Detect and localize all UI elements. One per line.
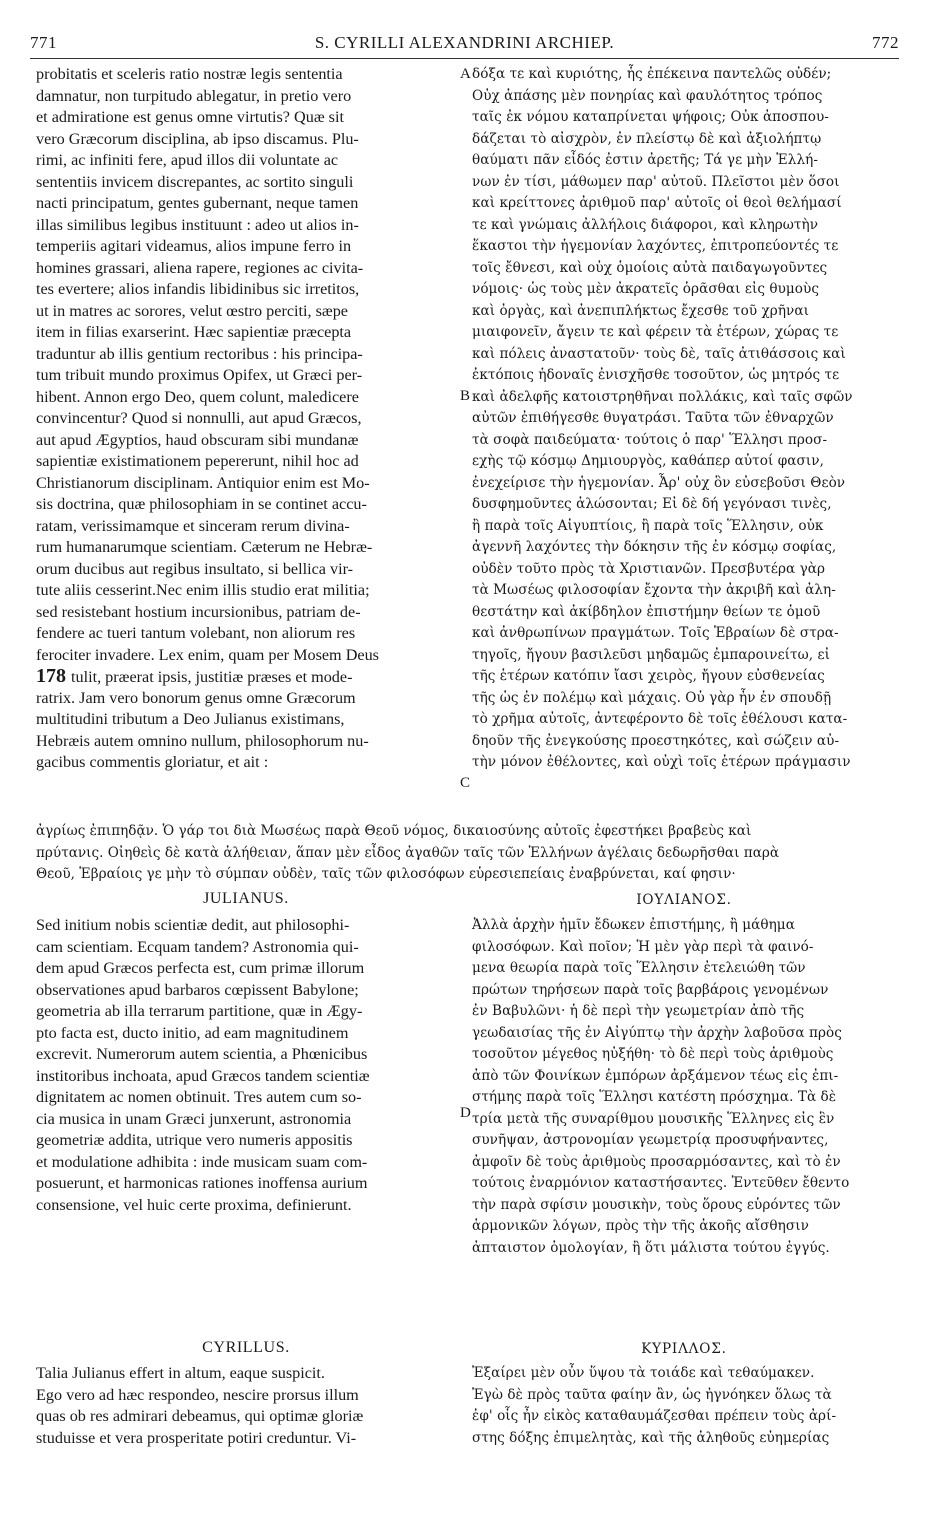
page-number-right: 772 <box>872 33 899 52</box>
latin-line: damnatur, non turpitudo ablegatur, in pretio vero <box>36 86 352 105</box>
greek-line: πρώτων τηρήσεων παρὰ τοῖς βαρβάροις γενομένων <box>472 981 829 998</box>
latin-line: gacibus commentis gloriatur, et ait : <box>36 753 269 771</box>
latin-line: 178 tulit, præerat ipsis, justitiæ præses et mode- <box>36 665 353 687</box>
latin-line: aut apud Ægyptios, haud obscuram sibi mundanæ <box>36 430 359 449</box>
greek-line: οὐδὲν τοῦτο πρὸς τὰ Χριστιανῶν. Πρεσβυτέρα γὰρ <box>472 560 826 577</box>
greek-line: ἢ παρὰ τοῖς Αἰγυπτίοις, ἢ παρὰ τοῖς Ἕλλησιν, οὐκ <box>472 517 824 534</box>
greek-line: ταῖς ἐκ νόμου καταπρίνεται ψήφοις; Οὐκ ἀποσπου- <box>472 109 829 125</box>
latin-line: multitudini tributum a Deo Julianus existimans, <box>36 710 345 728</box>
margin-marker-a: A <box>460 66 471 82</box>
greek-line: ἐνεχείρισε τὴν ἡγεμονίαν. Ἆρ' οὐχ ὃν εὐσεβοῦσι Θεὸν <box>472 474 846 491</box>
greek-line: τοῖς ἔθνεσι, καὶ οὐχ ὁμοίοις αὐτὰ παιδαγωγοῦντες <box>472 259 828 276</box>
greek-column-section-1 <box>472 64 896 774</box>
greek-line: δυσφημοῦντες ἁλώσονται; Εἰ δὲ δή γεγόνασι τινὲς, <box>472 496 832 512</box>
latin-line: ratrix. Jam vero bonorum genus omne Græcorum <box>36 688 356 707</box>
latin-line: geometria ab illa terrarum partitione, quæ in Ægy- <box>36 1002 363 1020</box>
greek-line: θαύματι πᾶν εἶδός ἐστιν ἀρετῆς; Τά γε μὴν Ἑλλή- <box>472 152 818 168</box>
margin-number: 178 <box>36 665 71 687</box>
latin-line: posuerunt, et harmonicas rationes inoffensa aurium <box>36 1174 368 1192</box>
latin-column-section-2 <box>36 915 456 1216</box>
margin-marker-c: C <box>460 775 471 791</box>
latin-line: fendere ac tueri tantum volebant, non aliorum res <box>36 624 356 642</box>
greek-line: πρύτανις. Οἰηθεὶς δὲ κατὰ ἀλήθειαν, ἅπαν μὲν εἶδος ἀγαθῶν ταῖς τῶν Ἑλλήνων ἀγέλαις δεδωρῆσθαι παρὰ <box>36 844 780 861</box>
latin-line: observationes apud barbaros cœpissent Babylone; <box>36 980 359 999</box>
latin-line: Talia Julianus effert in altum, eaque suspicit. <box>36 1364 325 1382</box>
heading-julianus: JULIANUS. <box>203 890 289 907</box>
greek-fullwidth-lines <box>36 821 896 886</box>
latin-line: tes evertere; alios infandis libidinibus sic irretitos, <box>36 280 360 298</box>
greek-line: δάζεται τὸ αἰσχρὸν, ἐν πλείστῳ δὲ καὶ ἀξιολήπτῳ <box>472 130 822 147</box>
latin-line: sed resistebant hostium incursionibus, patriam de- <box>36 602 361 621</box>
greek-line: θεστάτην καὶ ἀκίβδηλον ἐπιστήμην θείων τε ὁμοῦ <box>472 603 821 620</box>
latin-line: convincentur? Quod si nonnulli, aut apud Græcos, <box>36 409 362 427</box>
greek-line: δόξα τε καὶ κυριότης, ἧς ἐπέκεινα παντελῶς οὐδέν; <box>472 66 832 82</box>
greek-line: αὐτῶν ἐπιθήγεσθε θυγατράσι. Ταῦτα τῶν ἐθναρχῶν <box>472 410 834 426</box>
greek-line: μενα θεωρία παρὰ τοῖς Ἕλλησιν ἐτελειώθη τῶν <box>472 960 806 976</box>
greek-line: Θεοῦ, Ἑβραίοις γε μὴν τὸ σύμπαν οὐδὲν, ταῖς τῶν φιλοσόφων εὑρεσιεπείαις ἐναβρύνεται, καί φησιν· <box>36 866 736 882</box>
latin-line: homines grassari, aliena rapere, regiones ac civita- <box>36 258 364 277</box>
greek-line: μιαιφονεῖν, ἄγειν τε καὶ φέρειν τὰ ἑτέρων, χώρας τε <box>472 324 839 340</box>
greek-line: τρία μετὰ τῆς συναρίθμου μουσικῆς Ἕλληνες εἰς ἓν <box>472 1110 835 1127</box>
latin-line: sententiis invicem discrepantes, ac sortito singuli <box>36 172 354 191</box>
latin-line: Sed initium nobis scientiæ dedit, aut philosophi- <box>36 916 350 934</box>
latin-line: sapientiæ existimationem pepererunt, nihil hoc ad <box>36 452 359 470</box>
greek-line: Ἀλλὰ ἀρχὴν ἡμῖν ἔδωκεν ἐπιστήμης, ἢ μάθημα <box>472 917 795 933</box>
greek-line: Ἐξαίρει μὲν οὖν ὕψου τὰ τοιάδε καὶ τεθαύμακεν. <box>472 1365 815 1381</box>
greek-line: ἀπταιστον ὁμολογίαν, ἢ ὅτι μάλιστα τούτου ἐγγύς. <box>472 1239 830 1256</box>
greek-line: φιλοσόφων. Καὶ ποῖον; Ἡ μὲν γὰρ περὶ τὰ φαινό- <box>472 938 814 955</box>
latin-line: ratam, verissimamque et sinceram rerum divina- <box>36 516 350 535</box>
latin-line: Christianorum disciplinam. Antiquior enim est Mo- <box>36 473 370 492</box>
latin-line: orum ducibus aut regibus insultato, si bellica vir- <box>36 559 354 578</box>
greek-line: ἐκτόποις ἡδοναῖς ἐνισχῆσθε τοσοῦτον, ὡς μητρός τε <box>472 367 840 383</box>
greek-line: ἀγεννῆ λαχόντες τὴν δόκησιν τῆς ἐν κόσμῳ σοφίας, <box>472 539 837 555</box>
latin-line: hibent. Annon ergo Deo, quem colunt, maledicere <box>36 387 359 406</box>
latin-column-section-1 <box>36 64 456 774</box>
latin-line: nacti principatum, gentes gubernant, neque tamen <box>36 194 359 212</box>
latin-line: studuisse et vera prosperitate potiri creduntur. Vi- <box>36 1428 357 1447</box>
latin-line: cam scientiam. Ecquam tandem? Astronomia qui- <box>36 937 359 956</box>
greek-line: Οὐχ ἁπάσης μὲν πονηρίας καὶ φαυλότητος τρόπος <box>472 87 823 104</box>
latin-line: item in filias exarserint. Hæc sapientiæ præcepta <box>36 323 352 341</box>
running-header <box>30 33 899 57</box>
latin-line: pto facta est, ducto initio, ad eam magnitudinem <box>36 1023 349 1042</box>
latin-line: illas similibus legibus instituunt : adeo ut alios in- <box>36 215 359 234</box>
greek-line: στης δόξης ἐπιμελητὰς, καὶ τῆς ἀληθοῦς εὐημερίας <box>472 1429 830 1446</box>
greek-line: ἐφ' οἷς ἦν εἰκὸς καταθαυμάζεσθαι πρέπειν τοὺς ἀρί- <box>472 1408 837 1424</box>
latin-line: excrevit. Numerorum autem scientia, a Phœnicibus <box>36 1045 368 1063</box>
latin-line: probitatis et sceleris ratio nostræ legis sententia <box>36 65 343 83</box>
greek-line: Ἐγὼ δὲ πρὸς ταῦτα φαίην ἂν, ὡς ἠγνόηκεν ὅλως τὰ <box>472 1386 832 1403</box>
greek-line: τούτοις ἐναρμόνιον καταστήσαντες. Ἐντεῦθεν ἔθεντο <box>472 1175 850 1191</box>
page-number-left: 771 <box>30 33 57 52</box>
latin-line: sis doctrina, quæ philosophiam in se continet accu- <box>36 495 367 513</box>
latin-line: rimi, ac infiniti fere, apud illos dii voluntate ac <box>36 151 339 169</box>
greek-line: ἐν Βαβυλῶνι· ἡ δὲ περὶ τὴν γεωμετρίαν ἀπὸ τῆς <box>472 1003 805 1019</box>
latin-line: ferociter invadere. Lex enim, quam per Mosem Deus <box>36 645 379 664</box>
greek-line: ἀγρίως ἐπιπηδᾷν. Ὁ γάρ τοι διὰ Μωσέως παρὰ Θεοῦ νόμος, δικαιοσύνης αὐτοῖς ἐφεστήκει βραβεὺς καὶ <box>36 823 752 839</box>
greek-line: ἕκαστοι τὴν ἡγεμονίαν λαχόντες, ἐπιτροπεύοντές τε <box>472 238 839 254</box>
greek-line: καὶ ἀδελφῆς κατοιστρηθῆναι πολλάκις, καὶ ταῖς σφῶν <box>472 388 853 405</box>
greek-line: νων ἐν τίσι, μάθωμεν παρ' αὐτοῦ. Πλεῖστοι μὲν ὅσοι <box>472 173 840 190</box>
greek-line: τὰ Μωσέως φιλοσοφίαν ἔχοντα τὴν ἀκριβῆ καὶ ἀλη- <box>472 582 836 598</box>
running-title: S. CYRILLI ALEXANDRINI ARCHIEP. <box>314 33 615 52</box>
margin-marker-d: D <box>460 1105 471 1121</box>
latin-line: geometriæ addita, utrique vero numeris appositis <box>36 1131 353 1149</box>
latin-line: et modulatione adhibita : inde musicam suam com- <box>36 1152 368 1171</box>
latin-line: rum humanarumque scientiam. Cæterum ne Hebræ- <box>36 538 373 556</box>
greek-line: τὸ χρῆμα αὐτοῖς, ἀντεφέροντο δὲ τοῖς ἐθέλουσι κατα- <box>472 711 848 727</box>
latin-line: tum tribuit mundo proximus Opifex, ut Græci per- <box>36 366 363 384</box>
latin-line: cia musica in unam Græci junxerunt, astronomia <box>36 1109 352 1128</box>
latin-line: tute aliis cesserint.Nec enim illis studio erat militia; <box>36 581 370 599</box>
heading-ioulianos: ΙΟΥΛΙΑΝΟΣ. <box>636 892 732 908</box>
latin-line: vero Græcorum disciplina, ab ipso discamus. Plu- <box>36 129 359 148</box>
latin-column-section-3 <box>36 1363 456 1449</box>
latin-line: consensione, vel huic certe proxima, definierunt. <box>36 1195 352 1214</box>
greek-line: τε καὶ γνώμαις ἀλλήλοις διάφοροι, καὶ κληρωτὴν <box>472 216 819 233</box>
latin-line: dem apud Græcos perfecta est, cum primæ illorum <box>36 959 365 977</box>
greek-line: ἀπὸ τῶν Φοινίκων ἐμπόρων ἀρξάμενον τέως εἰς ἐπι- <box>472 1067 839 1084</box>
greek-line: γεωδαισίας τῆς ἐν Αἰγύπτῳ τὴν ἀρχὴν λαβοῦσα πρὸς <box>472 1024 842 1041</box>
greek-line: καὶ κρείττονες ἀριθμοῦ παρ' αὐτοῖς οἱ θεοὶ θελήμασί <box>472 195 842 211</box>
latin-line: ut in matres ac sorores, velut œstro perciti, sæpe <box>36 301 348 320</box>
greek-column-section-3 <box>472 1363 896 1449</box>
greek-line: συνῆψαν, ἀστρονομίαν γεωμετρίᾳ προσυφήναντες, <box>472 1132 829 1148</box>
greek-line: εχὴς τῷ κόσμῳ Δημιουργὸς, καθάπερ αὐτοί φασιν, <box>472 453 824 469</box>
greek-line: νόμοις· ὡς τοὺς μὲν ἀκρατεῖς ὁρᾶσθαι εἰς θυμοὺς <box>472 281 820 297</box>
heading-kyrillos: ΚΥΡΙΛΛΟΣ. <box>641 1341 727 1357</box>
latin-line: institoribus inchoata, apud Græcos tandem scientiæ <box>36 1066 370 1085</box>
margin-marker-b: B <box>460 388 471 404</box>
greek-column-section-2 <box>472 915 896 1259</box>
greek-line: ἀμφοῖν δὲ τοὺς ἀριθμοὺς προσαρμόσαντες, καὶ τὸ ἐν <box>472 1153 841 1170</box>
latin-line: Hebræis autem omnino nullum, philosophorum nu- <box>36 731 369 750</box>
latin-line: temperiis agitari videamus, alios impune ferro in <box>36 237 352 255</box>
heading-cyrillus: CYRILLUS. <box>202 1339 290 1356</box>
greek-line: καὶ πόλεις ἀναστατοῦν· τοὺς δὲ, ταῖς ἀτιθάσσοις καὶ <box>472 345 846 362</box>
greek-line: τὴν μόνον ἐθέλοντες, καὶ οὐχὶ τοῖς ἑτέρων πράγμασιν <box>472 754 851 770</box>
latin-line: traduntur ab illis gentium rectoribus : his principa- <box>36 344 363 363</box>
latin-line: et admiratione est genus omne virtutis? Quæ sit <box>36 108 344 126</box>
greek-line: τὰ σοφὰ παιδεύματα· τούτοις ὁ παρ' Ἕλλησι προσ- <box>472 431 828 448</box>
latin-line: Ego vero ad hæc respondeo, nescire prorsus illum <box>36 1385 359 1404</box>
header-rule <box>30 58 899 59</box>
greek-line: καὶ ἀνθρωπίνων πραγμάτων. Τοῖς Ἑβραίων δὲ στρα- <box>472 625 839 641</box>
latin-line: dignitatem ac nomen obtinuit. Tres autem cum so- <box>36 1088 362 1106</box>
greek-line: τοσοῦτον μέγεθος ηὐξήθη· τὸ δὲ περὶ τοὺς ἀριθμοὺς <box>472 1046 834 1062</box>
greek-line: τῆς ἑτέρων κατόπιν ἴασι χειρὸς, ἤγουν εὐσθενείας <box>472 668 825 684</box>
greek-line: ἁρμονικῶν λόγων, πρὸς τὴν τῆς ἀκοῆς αἴσθησιν <box>472 1218 809 1234</box>
greek-line: στήμης παρὰ τοῖς Ἕλλησι κατέστη πρόσχημα. Τὰ δὲ <box>472 1089 837 1105</box>
greek-line: τῆς ὡς ἐν πολέμῳ καὶ μάχαις. Οὐ γὰρ ἦν ἐν σπουδῇ <box>472 689 832 706</box>
greek-line: τὴν παρὰ σφίσιν μουσικὴν, τοὺς ὅρους εὑρόντες τῶν <box>472 1196 841 1213</box>
greek-line: δηοῦν τῆς ἐνεγκούσης προεστηκότες, καὶ σώζειν αὐ- <box>472 732 840 749</box>
greek-line: καὶ ὀργὰς, καὶ ἀνεπιπλήκτως ἔχεσθε τοῦ χρῆναι <box>472 302 809 319</box>
greek-line: τηγοῖς, ἤγουν βασιλεῦσι μηδαμῶς ἐμπαροινείτω, εἰ <box>472 646 830 663</box>
latin-line: quas ob res admirari debeamus, qui optimæ gloriæ <box>36 1407 364 1425</box>
